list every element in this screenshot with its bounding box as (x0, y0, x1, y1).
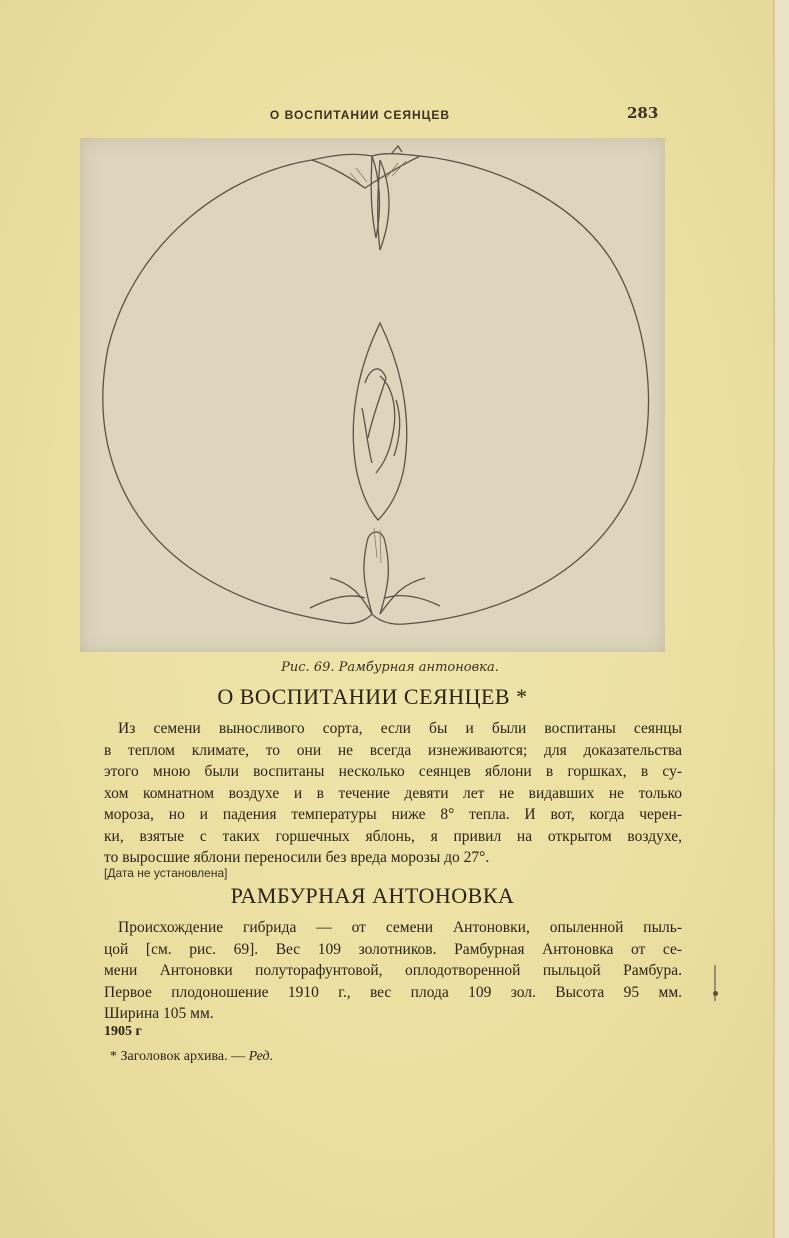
text-line: в теплом климате, то они не всегда изнеживаются; для доказательства (104, 741, 682, 759)
text-line: этого мною были воспитаны несколько сеянцев яблони в горшках, в су- (104, 763, 682, 780)
footnote-text: * Заголовок архива. — (110, 1049, 246, 1064)
text-line: то выросшие яблони переносили без вреда морозы до 27°. (104, 849, 490, 866)
text-line: Из семени выносливого сорта, если бы и были воспитаны сеянцы (118, 720, 682, 737)
running-head: О ВОСПИТАНИИ СЕЯНЦЕВ (269, 108, 451, 122)
section-heading-seedlings: О ВОСПИТАНИИ СЕЯНЦЕВ * (217, 684, 528, 709)
section-heading-antonovka: РАМБУРНАЯ АНТОНОВКА (230, 883, 515, 908)
footnote (110, 1049, 273, 1065)
text-line: Первое плодоношение 1910 г., вес плода 109 зол. Высота 95 мм. (104, 983, 682, 1001)
page-edge (775, 0, 789, 1238)
date-note: [Дата не установлена] (104, 866, 228, 880)
text-line: мороза, но и падения температуры ниже 8° тепла. И вот, когда черен- (104, 806, 682, 823)
text-line: цой [см. рис. 69]. Вес 109 золотников. Рамбурная Антоновка от се- (104, 940, 682, 958)
year-note: 1905 г (104, 1024, 142, 1039)
text-line: ки, взятые с таких горшечных яблонь, я привил на открытом воздухе, (104, 827, 682, 845)
footnote-editor: Ред. (248, 1049, 274, 1064)
apple-cross-section-drawing (80, 138, 665, 652)
page-number: 283 (627, 104, 659, 122)
apple-cross-section-figure (80, 138, 665, 652)
paragraph-antonovka (104, 917, 682, 1025)
margin-pencil-dot (713, 991, 718, 996)
text-line: Происхождение гибрида — от семени Антоновки, опыленной пыль- (118, 919, 682, 936)
text-line: мени Антоновки полуторафунтовой, оплодотворенной пыльцой Рамбура. (104, 962, 682, 979)
text-line: Ширина 105 мм. (104, 1005, 214, 1022)
paragraph-seedlings (104, 718, 682, 869)
text-line: хом комнатном воздухе и в течение девяти лет не видавших не только (104, 784, 682, 802)
figure-caption: Рис. 69. Рамбурная антоновка. (281, 660, 499, 675)
page-edge-shadow (773, 0, 775, 1238)
